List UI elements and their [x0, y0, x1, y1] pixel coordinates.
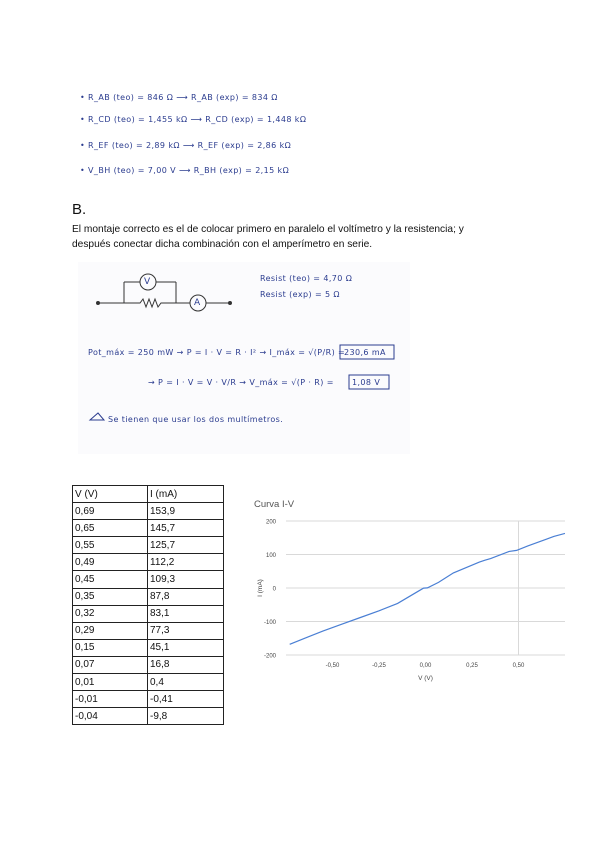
handwritten-measurements [80, 80, 330, 190]
cell-current: -9,8 [148, 708, 224, 725]
table-header-row [73, 486, 224, 503]
y-tick-label: -100 [263, 620, 276, 626]
y-tick-label: -200 [263, 653, 276, 660]
measurement-rab-teo: • R_AB (teo) = 846 Ω [80, 93, 174, 102]
table-row [73, 571, 224, 588]
measurement-vbh [80, 166, 289, 175]
header-voltage: V (V) [73, 486, 148, 503]
measurement-rcd-exp: R_CD (exp) = 1,448 kΩ [205, 115, 307, 124]
iv-data-table [72, 485, 224, 725]
iv-chart [250, 495, 565, 690]
cell-current: 83,1 [148, 605, 224, 622]
cell-current: 0,4 [148, 674, 224, 691]
y-tick-label: 200 [265, 519, 276, 526]
cell-voltage: 0,45 [73, 571, 148, 588]
table-row [73, 708, 224, 725]
series-line [290, 533, 565, 644]
cell-voltage: 0,07 [73, 656, 148, 673]
chart-title: Curva I-V [254, 499, 295, 510]
arrow-icon: ⟶ [190, 115, 206, 124]
ammeter-symbol: A [194, 298, 201, 308]
paragraph-line-1: El montaje correcto es el de colocar primero en paralelo el voltímetro y la resistencia; y [72, 224, 464, 235]
cell-voltage: -0,04 [73, 708, 148, 725]
cell-voltage: 0,49 [73, 554, 148, 571]
cell-current: 125,7 [148, 537, 224, 554]
table-row [73, 639, 224, 656]
arrow-icon: ⟶ [176, 93, 191, 102]
x-tick-label: 0,00 [419, 663, 432, 669]
measurement-rab-exp: R_AB (exp) = 834 Ω [191, 93, 278, 102]
table-row [73, 622, 224, 639]
measurement-rab [80, 93, 278, 102]
table-row [73, 503, 224, 520]
cell-current: 87,8 [148, 588, 224, 605]
measurement-rcd [80, 115, 306, 124]
resist-teo: Resist (teo) = 4,70 Ω [260, 274, 353, 283]
section-letter: B. [72, 201, 87, 218]
table-row [73, 674, 224, 691]
resist-exp: Resist (exp) = 5 Ω [260, 290, 340, 299]
cell-current: -0,41 [148, 691, 224, 708]
cell-voltage: 0,35 [73, 588, 148, 605]
cell-voltage: 0,55 [73, 537, 148, 554]
cell-current: 77,3 [148, 622, 224, 639]
measurement-rcd-teo: • R_CD (teo) = 1,455 kΩ [80, 115, 188, 124]
table-row [73, 554, 224, 571]
voltmeter-symbol: V [144, 277, 151, 287]
cell-current: 153,9 [148, 503, 224, 520]
volt-line: → P = I · V = V · V/R → V_máx = √(P · R) = [148, 378, 334, 387]
y-axis-label: I (mA) [257, 579, 264, 597]
cell-voltage: 0,69 [73, 503, 148, 520]
pot-line: Pot_máx = 250 mW → P = I · V = R · I² → I_máx = √(P/R) = [88, 348, 346, 357]
measurement-ref-exp: R_EF (exp) = 2,86 kΩ [197, 141, 292, 150]
header-current: I (mA) [148, 486, 224, 503]
cell-current: 112,2 [148, 554, 224, 571]
section-paragraph [72, 222, 532, 252]
paragraph-line-2: después conectar dicha combinación con el amperímetro en serie. [72, 239, 373, 250]
cell-voltage: 0,65 [73, 520, 148, 537]
table-row [73, 588, 224, 605]
x-tick-label: -0,25 [372, 663, 386, 669]
measurement-ref [80, 141, 291, 150]
table-row [73, 656, 224, 673]
volt-result: 1,08 V [352, 378, 381, 387]
cell-voltage: 0,29 [73, 622, 148, 639]
cell-voltage: -0,01 [73, 691, 148, 708]
cell-current: 16,8 [148, 656, 224, 673]
x-tick-label: 0,50 [512, 663, 525, 669]
cell-current: 109,3 [148, 571, 224, 588]
measurement-vbh-teo: • V_BH (teo) = 7,00 V [80, 166, 176, 175]
table-row [73, 605, 224, 622]
cell-current: 45,1 [148, 639, 224, 656]
cell-voltage: 0,15 [73, 639, 148, 656]
table-row [73, 537, 224, 554]
circuit-sketch [78, 262, 410, 454]
cell-current: 145,7 [148, 520, 224, 537]
cell-voltage: 0,32 [73, 605, 148, 622]
measurement-ref-teo: • R_EF (teo) = 2,89 kΩ [80, 141, 180, 150]
arrow-icon: ⟶ [178, 166, 194, 175]
x-axis-label: V (V) [418, 675, 433, 682]
x-tick-label: 0,25 [466, 663, 478, 669]
arrow-icon: ⟶ [182, 141, 198, 150]
cell-voltage: 0,01 [73, 674, 148, 691]
table-row [73, 691, 224, 708]
warning-icon [90, 413, 104, 420]
sketch-note: Se tienen que usar los dos multímetros. [108, 415, 284, 424]
x-tick-label: -0,50 [325, 663, 340, 669]
pot-result: 230,6 mA [344, 348, 386, 357]
circuit-diagram [78, 262, 410, 454]
table-row [73, 520, 224, 537]
y-tick-label: 100 [265, 553, 276, 559]
y-tick-label: 0 [272, 586, 276, 593]
measurement-vbh-exp: R_BH (exp) = 2,15 kΩ [193, 166, 290, 175]
